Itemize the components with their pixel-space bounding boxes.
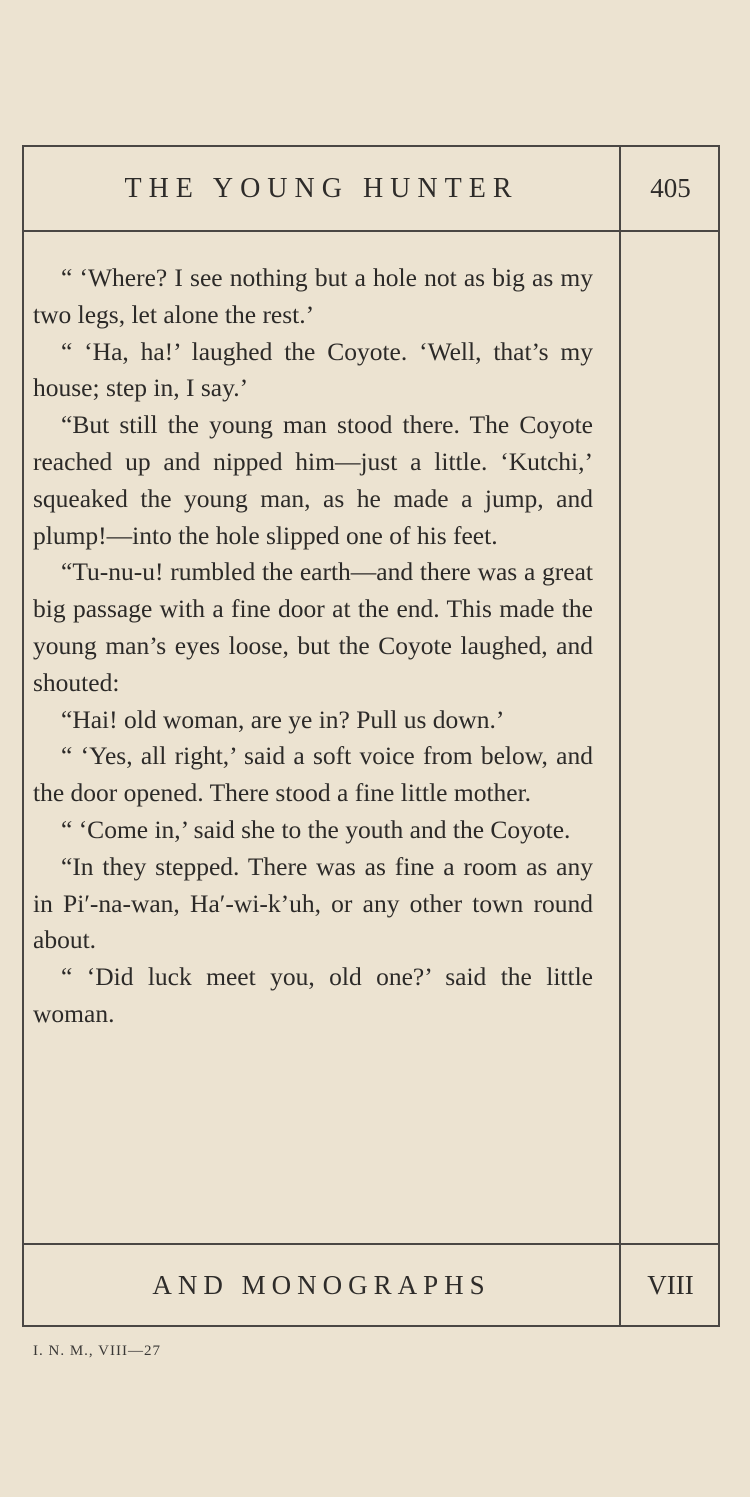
footer-volume: VIII — [647, 1269, 694, 1300]
footer-series-title: AND MONOGRAPHS — [152, 1269, 491, 1300]
paragraph: “In they stepped. There was as fine a room as any in Pi′-na-wan, Ha′-wi-k’uh, or any other town round about. — [33, 851, 593, 955]
paragraph: “But still the young man stood there. The Coyote reached up and nipped him—just a little. ‘Kutchi,’ squeaked the young man, as he made a jump, and plump!—into the hole slipped one of his feet. — [33, 410, 593, 550]
paragraph: “ ‘Come in,’ said she to the youth and the Coyote. — [61, 814, 571, 844]
paragraph: “ ‘Ha, ha!’ laughed the Coyote. ‘Well, that’s my house; step in, I say.’ — [33, 336, 593, 403]
paragraph: “Hai! old woman, are ye in? Pull us down.’ — [61, 704, 505, 734]
paragraph: “ ‘Where? I see nothing but a hole not as big as my two legs, let alone the rest.’ — [33, 263, 593, 329]
column-divider — [619, 147, 621, 1325]
page-number: 405 — [650, 173, 691, 203]
page-frame — [22, 145, 720, 1327]
body-text — [33, 260, 593, 1033]
paragraph: “ ‘Did luck meet you, old one?’ said the little woman. — [33, 962, 593, 1028]
running-head-title: THE YOUNG HUNTER — [124, 172, 519, 204]
header-rule — [24, 230, 718, 232]
printer-signature: I. N. M., VIII—27 — [33, 1343, 161, 1359]
paragraph: “ ‘Yes, all right,’ said a soft voice from below, and the door opened. There stood a fine little mother. — [33, 741, 593, 808]
paragraph: “Tu-nu-u! rumbled the earth—and there was a great big passage with a fine door at the end. This made the young man’s eyes loose, but the Coyote laughed, and shouted: — [33, 557, 593, 697]
